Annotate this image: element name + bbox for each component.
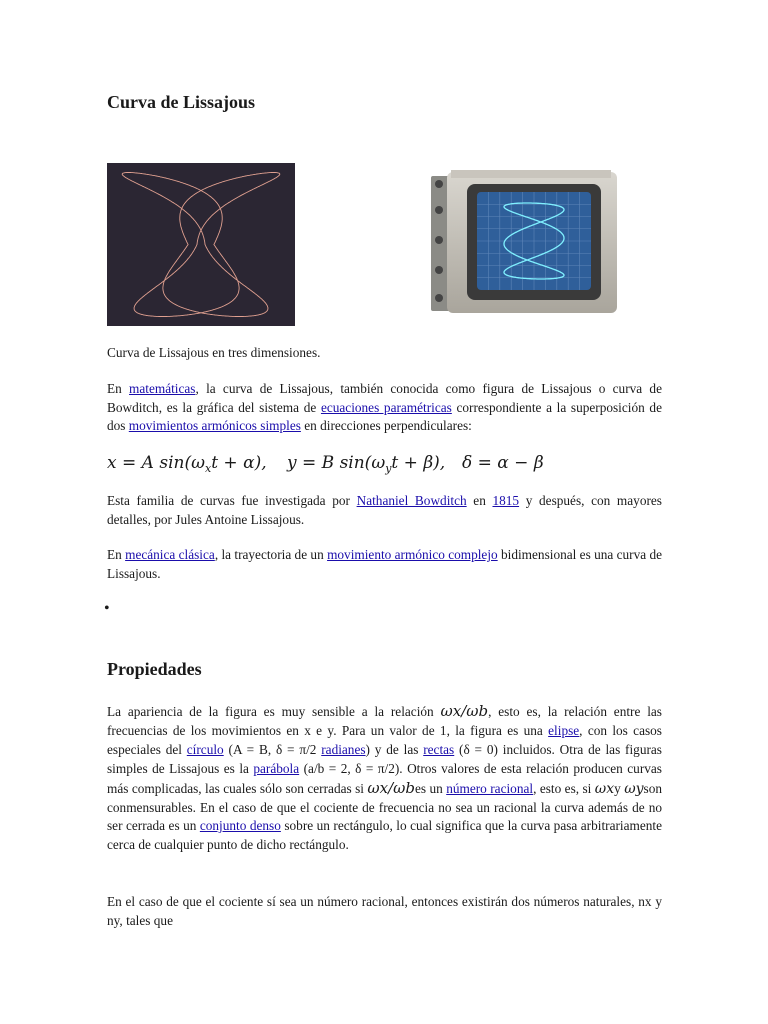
omega-y-symbol: ωy bbox=[624, 780, 644, 797]
properties-text-10: y bbox=[614, 780, 625, 796]
intro-paragraph bbox=[107, 380, 662, 436]
link-mecanica-clasica[interactable]: mecánica clásica bbox=[125, 547, 215, 562]
link-matematicas[interactable]: matemáticas bbox=[129, 381, 196, 396]
properties-text-7: (a/b = 2, δ = π/2). Otros valores de esta relación producen curvas más complicadas, las cuales sólo son cerradas si bbox=[107, 760, 662, 796]
figure-caption: Curva de Lissajous en tres dimensiones. bbox=[107, 345, 321, 360]
svg-text:x = A sin(ωxt + α),: x = A $\sin(\omega_xt + \alpha)$, bbox=[107, 453, 267, 475]
section-title-propiedades: Propiedades bbox=[107, 659, 202, 679]
parametric-formula bbox=[107, 448, 557, 480]
lissajous-curve-path bbox=[122, 173, 280, 317]
link-movimiento-armonico-complejo[interactable]: movimiento armónico complejo bbox=[327, 547, 498, 562]
oscilloscope-drawing bbox=[431, 170, 618, 315]
oscilloscope-image bbox=[431, 170, 618, 315]
mechanics-text-3: bidimensional es una curva de Lissajous. bbox=[107, 547, 662, 581]
properties-text-2: , esto es, la relación entre las frecuencias de los movimientos en x e y. Para un valor de 1, la figura es una bbox=[107, 704, 662, 738]
properties-text-11: son conmensurables. En el caso de que el cociente de frecuencia no sea un racional la curva además de no ser cerrada es un bbox=[107, 780, 662, 834]
lissajous-3d-image bbox=[107, 163, 295, 326]
link-movimientos-armonicos-simples[interactable]: movimientos armónicos simples bbox=[128, 418, 301, 433]
mechanics-text-1: En bbox=[107, 547, 126, 562]
omega-x-symbol: ωx bbox=[594, 780, 615, 797]
link-numero-racional[interactable]: número racional bbox=[446, 780, 534, 796]
ratio-omega-x-omega-b: ωx/ωb bbox=[440, 702, 489, 720]
link-rectas[interactable]: rectas bbox=[423, 741, 455, 757]
history-text-3: y después, con mayores detalles, por Jules Antoine Lissajous. bbox=[107, 493, 662, 527]
link-elipse[interactable]: elipse bbox=[548, 722, 580, 738]
mechanics-text-2: , la trayectoria de un bbox=[214, 547, 328, 562]
svg-text:y = B sin(ωyt + β),: y = B $\sin(\omega_yt + \beta)$, bbox=[287, 453, 446, 475]
link-circulo[interactable]: círculo bbox=[186, 741, 224, 757]
link-nathaniel-bowditch[interactable]: Nathaniel Bowditch bbox=[356, 493, 467, 508]
svg-text:δ = α − β: δ = α − β bbox=[462, 453, 544, 473]
mechanics-paragraph bbox=[107, 546, 662, 583]
intro-text-3: correspondiente a la superposición de dos bbox=[107, 399, 662, 433]
intro-text-4: en direcciones perpendiculares: bbox=[300, 418, 472, 433]
properties-text-1: La apariencia de la figura es muy sensible a la relación bbox=[107, 704, 441, 719]
link-radianes[interactable]: radianes bbox=[321, 741, 366, 757]
lissajous-3d-curve bbox=[107, 163, 295, 326]
formula-graphic bbox=[107, 448, 557, 480]
page-title: Curva de Lissajous bbox=[107, 92, 256, 112]
properties-text-12: sobre un rectángulo, lo cual significa que la curva pasa arbitrariamente cerca de cualquier punto de dicho rectángulo. bbox=[107, 818, 662, 853]
properties-text-6: (δ = 0) incluidos. Otra de las figuras simples de Lissajous es la bbox=[107, 741, 662, 776]
link-parabola[interactable]: parábola bbox=[253, 760, 300, 776]
properties-text-3: , con los casos especiales del bbox=[107, 722, 662, 757]
history-paragraph bbox=[107, 492, 662, 529]
history-text-1: Esta familia de curvas fue investigada por bbox=[107, 493, 357, 508]
rational-paragraph: En el caso de que el cociente sí sea un número racional, entonces existirán dos números naturales, nx y ny, tales que bbox=[107, 894, 662, 928]
intro-text-2: , la curva de Lissajous, también conocida como figura de Lissajous o curva de Bowditch, es la gráfica del sistema de bbox=[107, 381, 662, 415]
bullet-point: • bbox=[104, 600, 110, 617]
history-text-2: en bbox=[466, 493, 493, 508]
properties-text-9: , esto es, si bbox=[533, 780, 595, 796]
properties-paragraph bbox=[107, 702, 662, 855]
properties-text-4: (A = B, δ = π/2 bbox=[223, 741, 322, 757]
link-ecuaciones-parametricas[interactable]: ecuaciones paramétricas bbox=[320, 399, 452, 415]
intro-text-1: En bbox=[107, 381, 130, 396]
link-conjunto-denso[interactable]: conjunto denso bbox=[199, 818, 281, 834]
ratio-omega-x-omega-b-2: ωx/ωb bbox=[367, 778, 415, 797]
properties-text-5: ) y de las bbox=[365, 741, 424, 757]
link-1815[interactable]: 1815 bbox=[492, 493, 520, 508]
properties-text-8: es un bbox=[414, 780, 447, 796]
